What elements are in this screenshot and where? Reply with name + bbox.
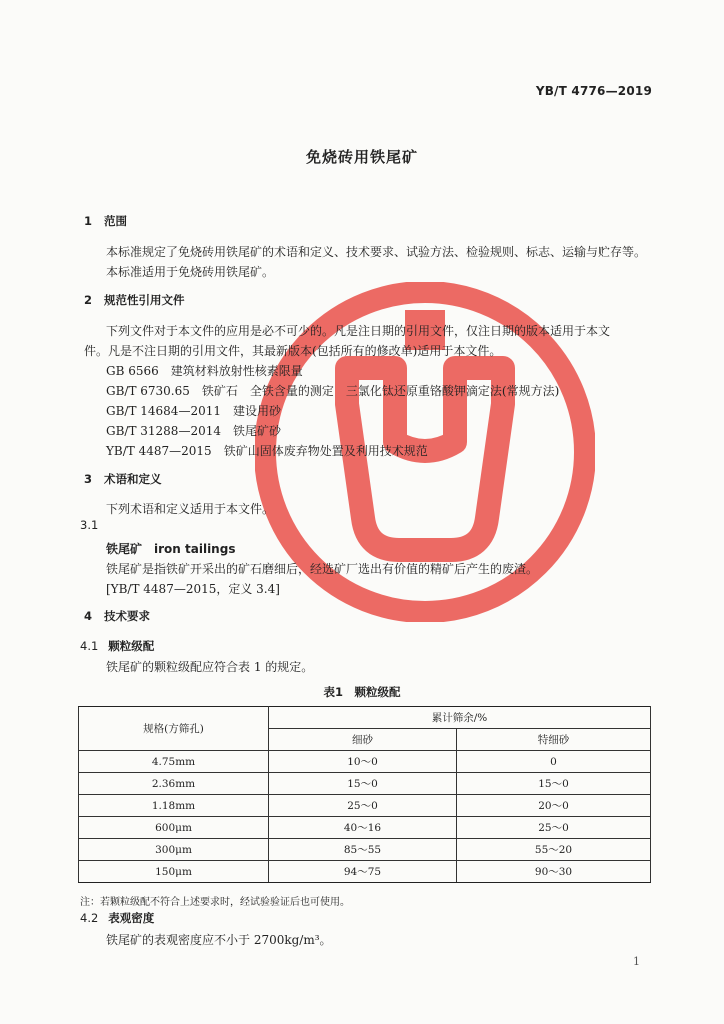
page-number: 1 <box>633 955 640 968</box>
table-row: 1.18mm 25～0 20～0 <box>79 795 651 817</box>
reference-item: GB/T 31288—2014 铁尾矿砂 <box>106 424 282 438</box>
term-entry <box>106 540 235 557</box>
subsection-title: 颗粒级配 <box>108 639 155 653</box>
section-number: 3 <box>84 472 93 486</box>
subsection-title: 表观密度 <box>108 911 155 925</box>
term-chinese: 铁尾矿 <box>106 542 143 556</box>
paragraph: 本标准适用于免烧砖用铁尾矿。 <box>106 265 275 279</box>
term-definition: 铁尾矿是指铁矿开采出的矿石磨细后，经选矿厂选出有价值的精矿后产生的废渣。 <box>106 562 539 576</box>
header-extra-fine: 特细砂 <box>457 729 651 751</box>
reference-item: GB 6566 建筑材料放射性核素限量 <box>106 364 303 378</box>
section-title: 术语和定义 <box>104 472 162 486</box>
subsection-4-1-heading <box>80 638 154 654</box>
section-4-heading <box>84 608 150 624</box>
subsection-number: 3.1 <box>80 518 99 532</box>
document-title: 免烧砖用铁尾矿 <box>305 148 418 166</box>
section-2-heading <box>84 292 185 308</box>
paragraph: 本标准规定了免烧砖用铁尾矿的术语和定义、技术要求、试验方法、检验规则、标志、运输与贮存等。 <box>106 245 647 259</box>
section-1-heading <box>84 213 127 229</box>
subsection-number: 4.1 <box>80 639 99 653</box>
table-row: 4.75mm 10～0 0 <box>79 751 651 773</box>
header-group: 累计筛余/% <box>269 707 651 729</box>
reference-item: GB/T 6730.65 铁矿石 全铁含量的测定 三氯化钛还原重铬酸钾滴定法(常规方法) <box>106 384 560 398</box>
standard-number: YB/T 4776—2019 <box>535 84 652 98</box>
reference-item: YB/T 4487—2015 铁矿山固体废弃物处置及利用技术规范 <box>106 444 428 458</box>
paragraph: 下列术语和定义适用于本文件。 <box>106 502 275 516</box>
subsection-4-2-heading <box>80 910 154 926</box>
term-english: iron tailings <box>154 542 236 556</box>
header-spec: 规格(方筛孔) <box>79 707 269 751</box>
header-fine: 细砂 <box>269 729 457 751</box>
grading-table <box>78 706 651 883</box>
section-number: 1 <box>84 214 93 228</box>
table-caption: 表1 颗粒级配 <box>323 685 401 699</box>
paragraph: 铁尾矿的表观密度应不小于 2700kg/m³。 <box>106 933 332 947</box>
term-source: [YB/T 4487—2015，定义 3.4] <box>106 582 280 596</box>
paragraph: 件。凡是不注日期的引用文件，其最新版本(包括所有的修改单)适用于本文件。 <box>84 344 502 358</box>
section-number: 4 <box>84 609 93 623</box>
section-title: 范围 <box>104 214 128 228</box>
reference-item: GB/T 14684—2011 建设用砂 <box>106 404 282 418</box>
table-row: 300μm 85～55 55～20 <box>79 839 651 861</box>
section-number: 2 <box>84 293 93 307</box>
subsection-number: 4.2 <box>80 911 99 925</box>
table-note: 注：若颗粒级配不符合上述要求时，经试验验证后也可使用。 <box>80 897 350 908</box>
paragraph: 铁尾矿的颗粒级配应符合表 1 的规定。 <box>106 660 314 674</box>
table-row: 150μm 94～75 90～30 <box>79 861 651 883</box>
section-title: 规范性引用文件 <box>104 293 185 307</box>
paragraph: 下列文件对于本文件的应用是必不可少的。凡是注日期的引用文件，仅注日期的版本适用于本文 <box>106 324 611 338</box>
section-title: 技术要求 <box>104 609 151 623</box>
table-row: 600μm 40～16 25～0 <box>79 817 651 839</box>
section-3-heading <box>84 471 162 487</box>
table-row: 2.36mm 15～0 15～0 <box>79 773 651 795</box>
